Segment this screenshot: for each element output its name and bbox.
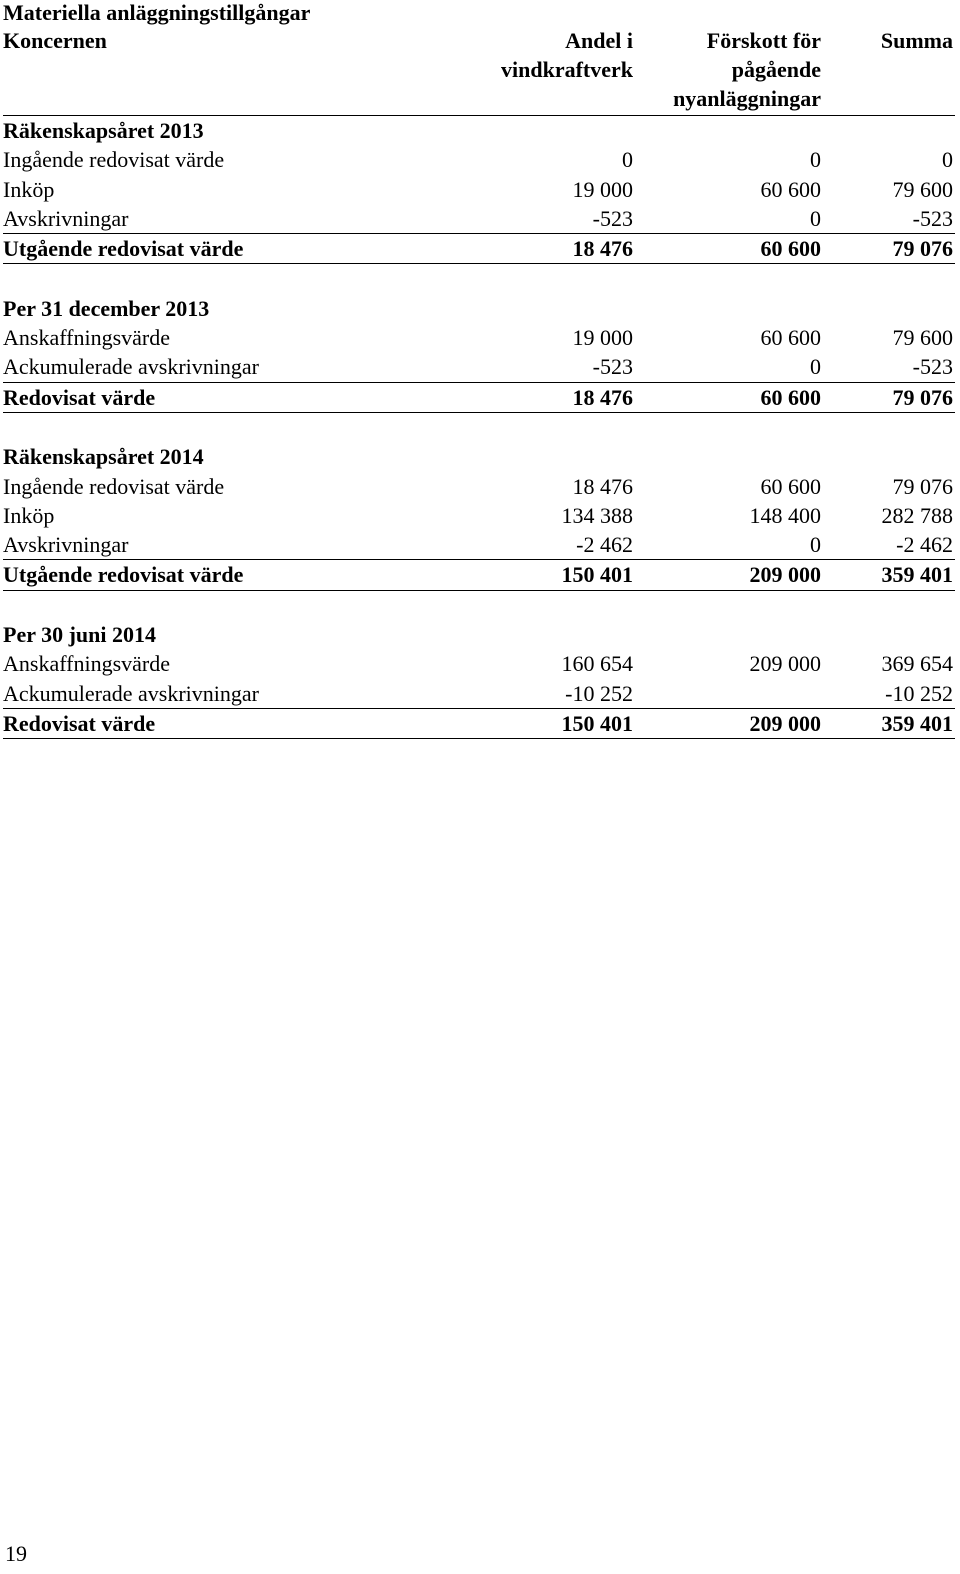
section-heading: Räkenskapsåret 2013 <box>3 118 204 143</box>
spacer <box>3 591 955 620</box>
table-row: Avskrivningar -523 0 -523 <box>3 205 953 231</box>
document-page <box>3 0 955 739</box>
table-row: Ackumulerade avskrivningar -523 0 -523 <box>3 354 953 380</box>
table-row: Ingående redovisat värde 18 476 60 600 79 076 <box>3 473 953 499</box>
total-row: Utgående redovisat värde 150 401 209 000 359 401 <box>3 559 955 590</box>
section-heading: Per 31 december 2013 <box>3 295 210 321</box>
header-col-summa: Summa <box>880 28 953 53</box>
table-row: Inköp 19 000 60 600 79 600 <box>3 176 953 202</box>
table-header <box>3 26 955 116</box>
table-row: Ackumulerade avskrivningar -10 252 -10 252 <box>3 680 953 706</box>
spacer <box>3 413 955 442</box>
section-heading: Räkenskapsåret 2014 <box>3 444 204 470</box>
total-row: Utgående redovisat värde 18 476 60 600 79 076 <box>3 233 955 264</box>
table-row: Avskrivningar -2 462 0 -2 462 <box>3 532 953 558</box>
table-row: Anskaffningsvärde 19 000 60 600 79 600 <box>3 325 953 351</box>
header-label: Koncernen <box>3 28 107 53</box>
spacer <box>3 264 955 293</box>
total-row: Redovisat värde 18 476 60 600 79 076 <box>3 382 955 413</box>
table-row: Anskaffningsvärde 160 654 209 000 369 654 <box>3 651 953 677</box>
section-heading: Per 30 juni 2014 <box>3 622 156 648</box>
table-row: Inköp 134 388 148 400 282 788 <box>3 502 953 528</box>
page-number: 19 <box>5 1541 27 1566</box>
page-title: Materiella anläggningstillgångar <box>3 0 311 25</box>
header-col-forskott: Förskott för pågående nyanläggningar <box>673 28 821 111</box>
header-col-andel: Andel i vindkraftverk <box>501 28 633 82</box>
table-row: Ingående redovisat värde 0 0 0 <box>3 147 953 173</box>
total-row: Redovisat värde 150 401 209 000 359 401 <box>3 708 955 739</box>
